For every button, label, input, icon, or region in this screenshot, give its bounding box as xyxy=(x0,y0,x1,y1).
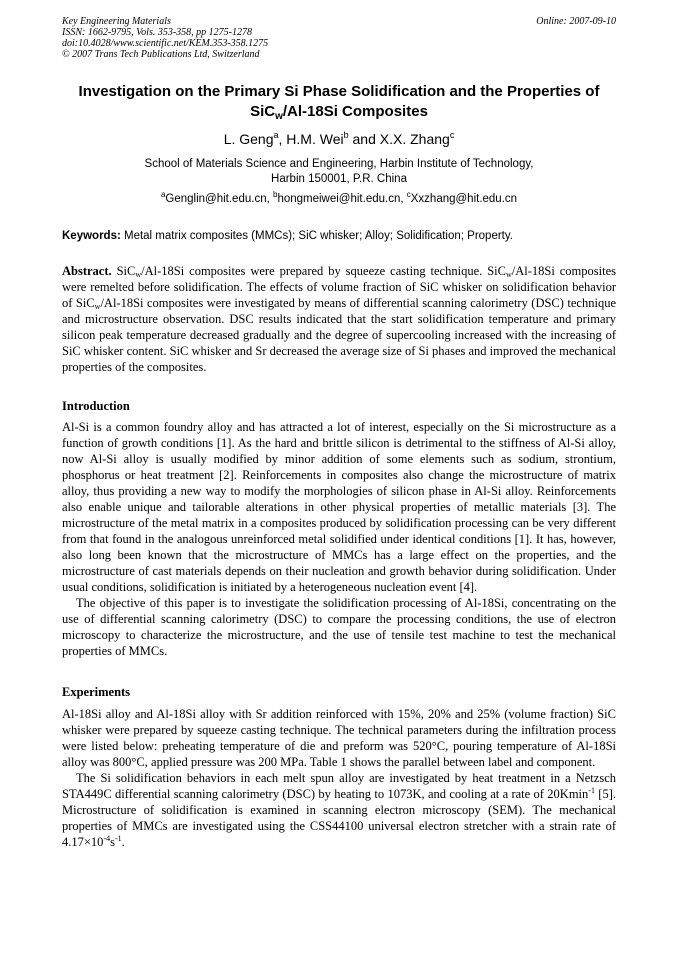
affiliation xyxy=(62,157,616,187)
experiments-body xyxy=(62,706,616,850)
author-2-mark: b xyxy=(343,130,349,140)
author-1: L. Geng xyxy=(223,131,274,147)
abstract-text-3: /Al-18Si composites were remelted before solidification. The effects of volume fraction of SiC whisker on solidification behavior of SiC xyxy=(62,264,616,310)
abstract-sub-3: w xyxy=(94,302,101,311)
abstract-sub-1: w xyxy=(135,270,142,279)
title-line-1: Investigation on the Primary Si Phase Solidification and the Properties of xyxy=(78,83,600,100)
experiments-heading: Experiments xyxy=(62,685,131,699)
keywords-line xyxy=(62,230,616,242)
exp-p2-text-d: . xyxy=(121,835,125,849)
author-2: , H.M. Wei xyxy=(278,131,344,147)
author-3-mark: c xyxy=(449,130,455,140)
journal-name: Key Engineering Materials xyxy=(62,16,171,27)
exp-p2-text-a: The Si solidification behaviors in each melt spun alloy are investigated by heat treatment in a Netzsch STA449C differential scanning calorimetry (DSC) by heating to 1073K, and cooling at a rate of 20Kmin xyxy=(62,771,616,801)
exp-p2-text-c: s xyxy=(110,835,115,849)
introduction-body xyxy=(62,419,616,659)
title-sic: SiC xyxy=(250,103,276,120)
introduction-heading: Introduction xyxy=(62,399,130,413)
experiments-paragraph-2 xyxy=(62,770,616,850)
abstract-text-2: /Al-18Si composites were prepared by squeeze casting technique. SiC xyxy=(141,264,506,278)
title-rest: /Al-18Si Composites xyxy=(282,103,428,120)
keywords-label: Keywords: xyxy=(62,230,121,242)
title-line-2 xyxy=(62,102,616,122)
experiments-paragraph-1: Al-18Si alloy and Al-18Si alloy with Sr addition reinforced with 15%, 20% and 25% (volume fraction) SiC whisker were prepared by squeeze casting technique. The technical parameters during the infiltration process were listed below: preheating temperature of die and preform was 520°C, pouring temperature of Al-18Si alloy was 800°C, applied pressure was 200 MPa. Table 1 shows the parallel between label and component. xyxy=(62,707,616,769)
online-date: Online: 2007-09-10 xyxy=(536,16,616,27)
exp-p2-sup-2: -4 xyxy=(103,834,111,843)
title-subscript: w xyxy=(275,111,283,122)
exp-p2-sup-1: -1 xyxy=(588,786,595,795)
email-a: Genglin@hit.edu.cn, xyxy=(165,193,273,205)
abstract-sub-2: w xyxy=(505,270,512,279)
paper-title xyxy=(62,82,616,122)
running-header xyxy=(62,16,616,60)
exp-p2-sup-3: -1 xyxy=(114,834,122,843)
introduction-paragraph-1: Al-Si is a common foundry alloy and has attracted a lot of interest, especially on the Si microstructure as a function of growth conditions [1]. As the hard and brittle silicon is detrimental to the stiffness of Al-Si alloy, now Al-Si alloy is usually modified by minor addition of some elements such as sodium, strontium, phosphorus or heat treatment [2]. Reinforcements in composites also change the microstructure of matrix alloy, thus providing a new way to modify the morphologies of silicon phase in Al-Si alloy. Reinforcements also enable unique and tailorable alterations in other physical properties of metallic materials [3]. The microstructure of the metal matrix in a composites produced by solidification processing can be very different from that found in the analogous unreinforced metal solidified under identical conditions [1]. It has, however, also long been known that the microstructure of MMCs has a large effect on the properties, and the microstructure of cast materials depends on their nucleation and growth behavior during solidification. Under usual conditions, solidification is initiated by a heterogeneous nucleation event [4]. xyxy=(62,420,616,594)
copyright-line: © 2007 Trans Tech Publications Ltd, Switzerland xyxy=(62,49,260,60)
email-b-mark: b xyxy=(272,190,278,199)
keywords-text: Metal matrix composites (MMCs); SiC whisker; Alloy; Solidification; Property. xyxy=(120,230,513,242)
email-c-mark: c xyxy=(406,190,411,199)
author-emails xyxy=(62,190,616,205)
abstract-text-4: /Al-18Si composites were investigated by means of differential scanning calorimetry (DSC) technique and microstructure observation. DSC results indicated that the start solidification temperature and primary silicon peak temperature decreased gradually and the degree of supercooling increased with the increasing of SiC whisker content. SiC whisker and Sr decreased the average size of Si phases and improved the mechanical properties of the composites. xyxy=(62,296,617,374)
introduction-paragraph-2: The objective of this paper is to investigate the solidification processing of Al-18Si, concentrating on the use of differential scanning calorimetry (DSC) to compare the processing conditions, the use of electron microscopy to characterize the microstructure, and the use of tensile test machine to test the mechanical properties of MMCs. xyxy=(62,596,616,658)
affiliation-line-1: School of Materials Science and Engineering, Harbin Institute of Technology, xyxy=(144,158,534,170)
author-3: and X.X. Zhang xyxy=(348,131,450,147)
author-list xyxy=(62,131,616,147)
email-a-mark: a xyxy=(160,190,166,199)
exp-p2-text-b: [5]. Microstructure of solidification is examined in scanning electron microscopy (SEM). The mechanical properties of MMCs are investigated using the CSS44100 universal electron stretcher with a strain rate of 4.17×10 xyxy=(62,787,616,849)
doi-line: doi:10.4028/www.scientific.net/KEM.353-358.1275 xyxy=(62,38,269,49)
abstract xyxy=(62,263,616,375)
issn-line: ISSN: 1662-9795, Vols. 353-358, pp 1275-1278 xyxy=(62,27,252,38)
email-c: Xxzhang@hit.edu.cn xyxy=(410,193,518,205)
author-1-mark: a xyxy=(273,130,279,140)
email-b: hongmeiwei@hit.edu.cn, xyxy=(277,193,407,205)
affiliation-line-2: Harbin 150001, P.R. China xyxy=(271,173,407,185)
abstract-text-1: SiC xyxy=(111,264,136,278)
abstract-label: Abstract. xyxy=(62,264,112,278)
